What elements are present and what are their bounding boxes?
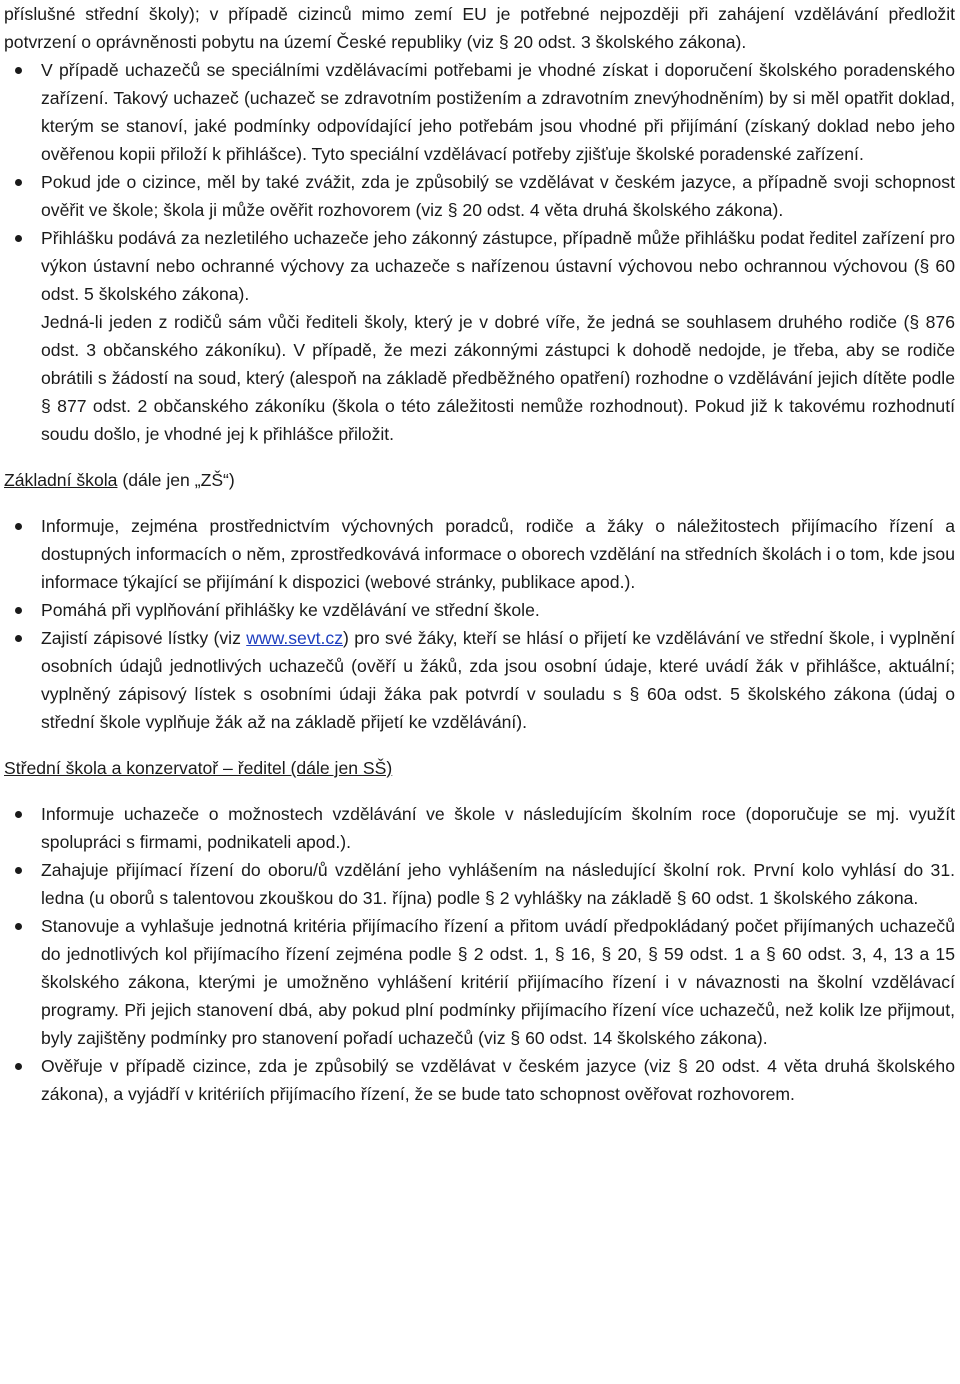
continuation-paragraph: Jedná-li jeden z rodičů sám vůči řediteli školy, který je v dobré víře, že jedná se souhlasem druhého rodiče (§ 876 odst. 3 občanského zákoníku). V případě, že mezi zákonnými zástupci k dohodě nedojde, je třeba, aby se rodiče obrátili s žádostí na soud, který (alespoň na základě předběžného opatření) rozhodne o vzdělávání jejich dítěte podle § 877 odst. 2 občanského zákoníku (škola o této záležitosti nemůže rozhodnout). Pokud již k takovému rozhodnutí soudu došlo, je vhodné jej k přihlášce přiložit. [41,312,955,444]
bullet-icon [15,1063,22,1070]
ss-bullet-list [4,800,955,1108]
section-heading-ss: Střední škola a konzervatoř – ředitel (dále jen SŠ) [4,758,393,778]
bullet-icon [15,67,22,74]
list-item: Pokud jde o cizince, měl by také zvážit, zda je způsobilý se vzdělávat v českém jazyce, a případně svoji schopnost ověřit ve škole; škola ji může ověřit rozhovorem (viz § 20 odst. 4 věta druhá školského zákona). [4,168,955,224]
list-item: Ověřuje v případě cizince, zda je způsobilý se vzdělávat v českém jazyce (viz § 20 odst. 4 věta druhá školského zákona), a vyjádří v kritériích přijímacího řízení, že se bude tato schopnost ověřovat rozhovorem. [4,1052,955,1108]
top-bullet-list [4,56,955,308]
list-item: Stanovuje a vyhlašuje jednotná kritéria přijímacího řízení a přitom uvádí předpokládaný počet přijímaných uchazečů do jednotlivých kol přijímacího řízení zejména podle § 2 odst. 1, § 16, § 20, § 59 odst. 1 a § 60 odst. 3, 4, 13 a 15 školského zákona, kterými je umožněno vyhlášení kritérií přijímacího řízení i v návaznosti na školní vzdělávací programy. Při jejich stanovení dbá, aby pokud plní podmínky přijímacího řízení více uchazečů, než kolik lze přijmout, byly zajištěny podmínky pro stanovení pořadí uchazečů (viz § 60 odst. 14 školského zákona). [4,912,955,1052]
bullet-icon [15,867,22,874]
list-item: Zahajuje přijímací řízení do oboru/ů vzdělání jeho vyhlášením na následující školní rok. První kolo vyhlásí do 31. ledna (u oborů s talentovou zkouškou do 31. října) podle § 2 vyhlášky na základě § 60 odst. 1 školského zákona. [4,856,955,912]
bullet-icon [15,811,22,818]
sevt-link[interactable]: www.sevt.cz [246,628,344,648]
intro-fragment: příslušné střední školy); v případě cizinců mimo zemí EU je potřebné nejpozději při zahájení vzdělávání předložit potvrzení o oprávněnosti pobytu na území České republiky (viz § 20 odst. 3 školského zákona). [4,4,955,52]
list-item: Přihlášku podává za nezletilého uchazeče jeho zákonný zástupce, případně může přihlášku podat ředitel zařízení pro výkon ústavní nebo ochranné výchovy za uchazeče s nařízenou ústavní výchovou nebo ochrannou výchovou (§ 60 odst. 5 školského zákona). [4,224,955,308]
list-item: Zajistí zápisové lístky (viz www.sevt.cz) pro své žáky, kteří se hlásí o přijetí ke vzdělávání ve střední škole, i vyplnění osobních údajů jednotlivých uchazečů (ověří u žáků, zda jsou osobní údaje, které uvádí žák v přihlášce, aktuální; vyplněný zápisový lístek s osobními údaji žáka pak potvrdí v souladu s § 60a odst. 5 školského zákona (údaj o střední škole vyplňuje žák až na základě přijetí ke vzdělávání). [4,624,955,736]
bullet-icon [15,923,22,930]
bullet-icon [15,179,22,186]
list-item: Informuje uchazeče o možnostech vzdělávání ve škole v následujícím školním roce (doporučuje se mj. využít spolupráci s firmami, podnikateli apod.). [4,800,955,856]
bullet-icon [15,523,22,530]
bullet-icon [15,235,22,242]
bullet-icon [15,607,22,614]
zs-bullet-list [4,512,955,736]
bullet-icon [15,635,22,642]
list-item: Pomáhá při vyplňování přihlášky ke vzdělávání ve střední škole. [4,596,955,624]
list-item: V případě uchazečů se speciálními vzdělávacími potřebami je vhodné získat i doporučení školského poradenského zařízení. Takový uchazeč (uchazeč se zdravotním postižením a zdravotním znevýhodněním) by si měl opatřit doklad, kterým se stanoví, jaké podmínky odpovídající jeho potřebám jsou vhodné při přijímání (získaný doklad nebo jeho ověřenou kopii přiloží k přihlášce). Tyto speciální vzdělávací potřeby zjišťuje školské poradenské zařízení. [4,56,955,168]
section-heading-zs: Základní škola (dále jen „ZŠ“) [4,470,235,490]
list-item: Informuje, zejména prostřednictvím výchovných poradců, rodiče a žáky o náležitostech přijímacího řízení a dostupných informacích o něm, zprostředkovává informace o oborech vzdělání na středních školách i o tom, kde jsou informace týkající se přijímání k dispozici (webové stránky, publikace apod.). [4,512,955,596]
